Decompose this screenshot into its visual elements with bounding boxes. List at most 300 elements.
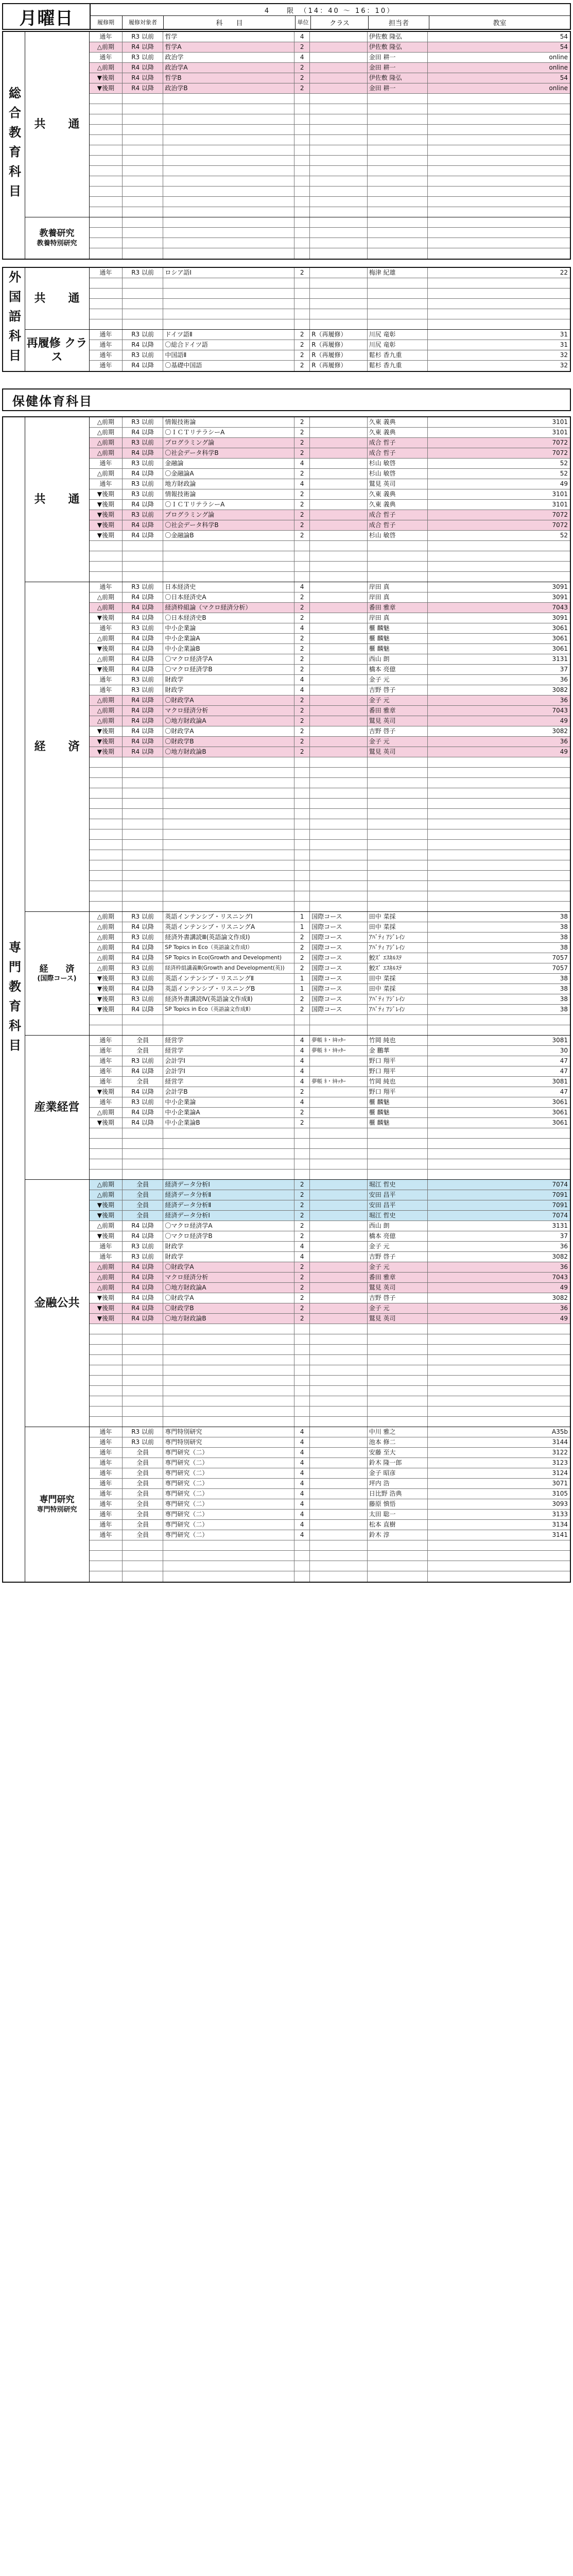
subject-cell: 専門特別研究 bbox=[163, 1427, 294, 1437]
teacher-cell: 藤原 慎悟 bbox=[368, 1499, 428, 1509]
target-cell: 全員 bbox=[123, 1077, 164, 1087]
course-row bbox=[90, 1221, 570, 1231]
subject-cell: 〇財政学B bbox=[163, 1303, 294, 1313]
group-name: 経 済 bbox=[34, 740, 80, 753]
subject-cell: 専門研究（二） bbox=[163, 1458, 294, 1468]
course-row bbox=[90, 520, 570, 531]
group-note: 専門特別研究 bbox=[37, 1505, 77, 1514]
term-cell: 通年 bbox=[90, 1468, 123, 1478]
class-cell bbox=[310, 1273, 368, 1282]
subject-cell: 専門研究（二） bbox=[163, 1448, 294, 1458]
teacher-cell bbox=[368, 562, 428, 571]
room-cell: 38 bbox=[560, 934, 568, 941]
teacher-cell: 田中 菜採 bbox=[368, 984, 428, 994]
credits-cell bbox=[294, 1406, 310, 1416]
term-cell: △前期 bbox=[90, 1180, 123, 1190]
room-cell: 3124 bbox=[552, 1469, 568, 1477]
teacher-cell bbox=[368, 1365, 428, 1375]
subject-cell bbox=[163, 114, 294, 124]
target-cell: 全員 bbox=[123, 1180, 164, 1190]
class-cell: R（再履修） bbox=[310, 361, 368, 371]
target-cell bbox=[123, 881, 164, 891]
class-cell bbox=[310, 1056, 368, 1066]
credits-cell bbox=[294, 572, 310, 582]
class-cell bbox=[310, 1118, 368, 1128]
class-cell bbox=[310, 1468, 368, 1478]
subject-cell: 経済データ分析Ⅱ bbox=[163, 1190, 294, 1200]
target-cell: R3 以前 bbox=[123, 933, 164, 942]
class-cell bbox=[310, 1437, 368, 1447]
room-cell: 36 bbox=[560, 1263, 568, 1270]
room-cell: 3061 bbox=[552, 1098, 568, 1106]
credits-cell: 4 bbox=[294, 1530, 310, 1540]
class-cell bbox=[310, 187, 368, 196]
credits-cell bbox=[294, 829, 310, 839]
subject-cell: 経済枠組講義Ⅲ(Growth and Development(英)) bbox=[163, 963, 294, 973]
credits-cell bbox=[294, 1365, 310, 1375]
course-row bbox=[90, 1066, 570, 1077]
target-cell: R4 以降 bbox=[123, 953, 164, 963]
term-cell bbox=[90, 1139, 123, 1148]
class-cell: 国際コース bbox=[310, 974, 368, 984]
subject-cell bbox=[163, 299, 294, 309]
term-cell bbox=[90, 850, 123, 860]
target-cell bbox=[123, 1540, 164, 1550]
class-cell bbox=[310, 1180, 368, 1190]
room-cell: 49 bbox=[560, 717, 568, 724]
target-cell bbox=[123, 1396, 164, 1406]
term-cell bbox=[90, 1149, 123, 1159]
term-cell bbox=[90, 871, 123, 880]
class-cell bbox=[310, 726, 368, 736]
empty-row bbox=[90, 1015, 570, 1025]
group-rows bbox=[90, 582, 570, 912]
class-cell bbox=[310, 1149, 368, 1159]
subject-cell: 中国語Ⅱ bbox=[163, 350, 294, 360]
term-cell: ▼後期 bbox=[90, 644, 123, 654]
target-cell: R3 以前 bbox=[123, 32, 164, 42]
group-rows bbox=[90, 268, 570, 330]
teacher-cell bbox=[368, 1139, 428, 1148]
credits-cell bbox=[294, 187, 310, 196]
credits-cell bbox=[294, 551, 310, 561]
room-cell bbox=[428, 1386, 570, 1396]
group-rows bbox=[90, 912, 570, 1036]
credits-cell bbox=[294, 1417, 310, 1427]
empty-row bbox=[90, 768, 570, 778]
class-cell bbox=[310, 207, 368, 217]
subject-cell: 英語インテンシブ・リスニングB bbox=[163, 984, 294, 994]
target-cell: R3 以前 bbox=[123, 350, 164, 360]
empty-row bbox=[90, 1540, 570, 1551]
course-row bbox=[90, 1427, 570, 1437]
subject-cell: 中小企業論A bbox=[163, 1108, 294, 1117]
class-cell bbox=[310, 417, 368, 427]
target-cell bbox=[123, 145, 164, 155]
period-label: 4 限 （14：40 ～ 16：10） bbox=[90, 4, 570, 16]
course-row bbox=[90, 1046, 570, 1056]
teacher-cell: 田中 菜採 bbox=[368, 974, 428, 984]
class-cell bbox=[310, 1252, 368, 1262]
target-cell bbox=[123, 541, 164, 551]
subject-cell: 〇ＩＣＴリテラシーA bbox=[163, 500, 294, 510]
target-cell bbox=[123, 1355, 164, 1365]
teacher-cell: 伊佐敷 隆弘 bbox=[368, 73, 428, 83]
course-row bbox=[90, 1087, 570, 1097]
class-cell bbox=[310, 114, 368, 124]
course-row bbox=[90, 1108, 570, 1118]
empty-row bbox=[90, 217, 570, 228]
course-row bbox=[90, 953, 570, 963]
target-cell: R3 以前 bbox=[123, 1427, 164, 1437]
credits-cell: 2 bbox=[294, 1293, 310, 1303]
term-cell bbox=[90, 309, 123, 319]
teacher-cell: 安田 昌平 bbox=[368, 1190, 428, 1200]
empty-row bbox=[90, 819, 570, 829]
term-cell: △前期 bbox=[90, 469, 123, 479]
room-cell: A35b bbox=[551, 1428, 568, 1435]
course-row bbox=[90, 933, 570, 943]
subject-cell bbox=[163, 1324, 294, 1334]
teacher-cell: 成合 哲子 bbox=[368, 510, 428, 520]
class-cell bbox=[310, 829, 368, 839]
empty-row bbox=[90, 860, 570, 871]
term-cell bbox=[90, 1376, 123, 1385]
teacher-cell bbox=[368, 114, 428, 124]
term-cell: ▼後期 bbox=[90, 1005, 123, 1014]
target-cell: R4 以降 bbox=[123, 1314, 164, 1324]
target-cell bbox=[123, 1345, 164, 1354]
subject-cell bbox=[163, 1345, 294, 1354]
target-cell: R3 以前 bbox=[123, 1056, 164, 1066]
target-cell bbox=[123, 768, 164, 777]
course-row bbox=[90, 32, 570, 42]
class-cell bbox=[310, 809, 368, 819]
target-cell: R4 以降 bbox=[123, 922, 164, 932]
subject-cell: 哲学B bbox=[163, 73, 294, 83]
credits-cell: 2 bbox=[294, 1118, 310, 1128]
class-cell bbox=[310, 1376, 368, 1385]
credits-cell bbox=[294, 135, 310, 145]
credits-cell: 2 bbox=[294, 1211, 310, 1221]
teacher-cell: 金田 耕一 bbox=[368, 63, 428, 73]
room-cell bbox=[428, 850, 570, 860]
teacher-cell: 金子 元 bbox=[368, 1303, 428, 1313]
term-cell bbox=[90, 94, 123, 104]
empty-row bbox=[90, 1406, 570, 1417]
credits-cell bbox=[294, 114, 310, 124]
target-cell: 全員 bbox=[123, 1520, 164, 1530]
teacher-cell: 野口 翔平 bbox=[368, 1066, 428, 1076]
course-row bbox=[90, 963, 570, 974]
target-cell: R3 以前 bbox=[123, 912, 164, 922]
subject-cell bbox=[163, 228, 294, 238]
credits-cell bbox=[294, 1015, 310, 1025]
class-cell bbox=[310, 319, 368, 329]
subject-cell bbox=[163, 809, 294, 819]
teacher-cell: 野口 翔平 bbox=[368, 1087, 428, 1097]
room-cell bbox=[428, 1365, 570, 1375]
course-row bbox=[90, 63, 570, 73]
course-row bbox=[90, 1180, 570, 1190]
room-cell bbox=[428, 562, 570, 571]
empty-row bbox=[90, 850, 570, 860]
class-cell bbox=[310, 860, 368, 870]
credits-cell bbox=[294, 228, 310, 238]
target-cell: 全員 bbox=[123, 1190, 164, 1200]
room-cell bbox=[428, 217, 570, 227]
credits-cell: 4 bbox=[294, 1499, 310, 1509]
target-cell bbox=[123, 788, 164, 798]
term-cell: ▼後期 bbox=[90, 984, 123, 994]
term-cell: ▼後期 bbox=[90, 726, 123, 736]
teacher-cell: 鷲見 英司 bbox=[368, 1314, 428, 1324]
category-label: 専門教育科目 bbox=[3, 417, 25, 1582]
target-cell bbox=[123, 248, 164, 259]
credits-cell: 2 bbox=[294, 361, 310, 371]
course-row bbox=[90, 1293, 570, 1303]
term-cell bbox=[90, 1551, 123, 1561]
room-cell: 38 bbox=[560, 923, 568, 930]
class-cell bbox=[310, 53, 368, 62]
teacher-cell: 岸田 真 bbox=[368, 582, 428, 592]
credits-cell: 2 bbox=[294, 268, 310, 278]
target-cell: R4 以降 bbox=[123, 1087, 164, 1097]
target-cell: 全員 bbox=[123, 1468, 164, 1478]
target-cell bbox=[123, 228, 164, 238]
room-cell bbox=[428, 166, 570, 176]
credits-cell bbox=[294, 871, 310, 880]
subject-cell bbox=[163, 902, 294, 911]
teacher-cell bbox=[368, 799, 428, 808]
course-row bbox=[90, 592, 570, 603]
class-cell bbox=[310, 1231, 368, 1241]
room-cell: 36 bbox=[560, 738, 568, 745]
subject-cell bbox=[163, 1128, 294, 1138]
room-cell: 47 bbox=[560, 1057, 568, 1064]
subject-cell: 会計学Ⅰ bbox=[163, 1056, 294, 1066]
term-cell: ▼後期 bbox=[90, 1118, 123, 1128]
target-cell: R4 以降 bbox=[123, 448, 164, 458]
group-rows bbox=[90, 32, 570, 217]
term-cell: 通年 bbox=[90, 1046, 123, 1056]
term-cell: △前期 bbox=[90, 592, 123, 602]
credits-cell: 2 bbox=[294, 943, 310, 953]
room-cell bbox=[428, 840, 570, 850]
room-cell bbox=[428, 299, 570, 309]
target-cell: R4 以降 bbox=[123, 83, 164, 93]
room-cell bbox=[428, 1345, 570, 1354]
room-cell: 22 bbox=[560, 269, 568, 276]
credits-cell bbox=[294, 1170, 310, 1179]
term-cell: 通年 bbox=[90, 1520, 123, 1530]
teacher-cell: 岸田 真 bbox=[368, 613, 428, 623]
group-label bbox=[25, 417, 90, 582]
class-cell bbox=[310, 32, 368, 42]
subject-cell bbox=[163, 309, 294, 319]
empty-row bbox=[90, 278, 570, 289]
room-cell: 3101 bbox=[552, 501, 568, 508]
credits-cell bbox=[294, 278, 310, 288]
teacher-cell bbox=[368, 871, 428, 880]
term-cell: △前期 bbox=[90, 634, 123, 643]
credits-cell bbox=[294, 757, 310, 767]
course-row bbox=[90, 73, 570, 83]
teacher-cell bbox=[368, 125, 428, 134]
teacher-cell bbox=[368, 104, 428, 114]
class-cell bbox=[310, 197, 368, 207]
term-cell bbox=[90, 1015, 123, 1025]
target-cell: R3 以前 bbox=[123, 675, 164, 685]
room-cell: 38 bbox=[560, 1006, 568, 1013]
target-cell: R3 以前 bbox=[123, 489, 164, 499]
target-cell: R4 以降 bbox=[123, 1303, 164, 1313]
class-cell bbox=[310, 1066, 368, 1076]
room-cell: 3091 bbox=[552, 583, 568, 590]
subject-cell: 中小企業論 bbox=[163, 1097, 294, 1107]
course-row bbox=[90, 1489, 570, 1499]
subject-cell: 日本経済史 bbox=[163, 582, 294, 592]
section-0 bbox=[2, 31, 571, 260]
teacher-cell: 金子 元 bbox=[368, 696, 428, 705]
col-subject: 科 目 bbox=[164, 15, 296, 29]
empty-row bbox=[90, 1159, 570, 1170]
room-cell: 7043 bbox=[552, 604, 568, 611]
credits-cell: 2 bbox=[294, 42, 310, 52]
class-cell bbox=[310, 1087, 368, 1097]
empty-row bbox=[90, 840, 570, 850]
term-cell: 通年 bbox=[90, 685, 123, 695]
room-cell bbox=[428, 278, 570, 288]
teacher-cell: 久東 義典 bbox=[368, 489, 428, 499]
teacher-cell bbox=[368, 1334, 428, 1344]
target-cell bbox=[123, 860, 164, 870]
room-cell bbox=[428, 881, 570, 891]
target-cell bbox=[123, 309, 164, 319]
target-cell: R3 以前 bbox=[123, 582, 164, 592]
teacher-cell bbox=[368, 197, 428, 207]
credits-cell: 4 bbox=[294, 1066, 310, 1076]
teacher-cell: 松本 直樹 bbox=[368, 1520, 428, 1530]
teacher-cell bbox=[368, 1376, 428, 1385]
room-cell bbox=[428, 1406, 570, 1416]
room-cell bbox=[428, 788, 570, 798]
course-row bbox=[90, 912, 570, 922]
course-row bbox=[90, 1252, 570, 1262]
teacher-cell: 番田 雅章 bbox=[368, 603, 428, 613]
class-cell: 国際コース bbox=[310, 984, 368, 994]
teacher-cell bbox=[368, 768, 428, 777]
credits-cell: 1 bbox=[294, 922, 310, 932]
term-cell: 通年 bbox=[90, 582, 123, 592]
term-cell: ▼後期 bbox=[90, 1303, 123, 1313]
term-cell bbox=[90, 1334, 123, 1344]
empty-row bbox=[90, 1149, 570, 1159]
term-cell: 通年 bbox=[90, 53, 123, 62]
credits-cell bbox=[294, 1551, 310, 1561]
target-cell bbox=[123, 840, 164, 850]
class-cell bbox=[310, 1324, 368, 1334]
subject-cell bbox=[163, 104, 294, 114]
group-label bbox=[25, 32, 90, 217]
term-cell bbox=[90, 1128, 123, 1138]
empty-row bbox=[90, 187, 570, 197]
target-cell: R3 以前 bbox=[123, 53, 164, 62]
class-cell bbox=[310, 1510, 368, 1519]
term-cell: △前期 bbox=[90, 912, 123, 922]
class-cell bbox=[310, 788, 368, 798]
target-cell bbox=[123, 156, 164, 165]
class-cell: 国際コース bbox=[310, 912, 368, 922]
room-cell bbox=[428, 829, 570, 839]
class-cell bbox=[310, 603, 368, 613]
course-row bbox=[90, 675, 570, 685]
course-row bbox=[90, 706, 570, 716]
credits-cell: 2 bbox=[294, 489, 310, 499]
teacher-cell: 鷲見 英司 bbox=[368, 747, 428, 757]
target-cell: R3 以前 bbox=[123, 510, 164, 520]
term-cell: ▼後期 bbox=[90, 520, 123, 530]
target-cell bbox=[123, 1025, 164, 1035]
term-cell bbox=[90, 1365, 123, 1375]
teacher-cell: 安藤 至大 bbox=[368, 1448, 428, 1458]
target-cell: R4 以降 bbox=[123, 1221, 164, 1231]
room-cell bbox=[428, 197, 570, 207]
target-cell: R4 以降 bbox=[123, 592, 164, 602]
credits-cell: 4 bbox=[294, 1252, 310, 1262]
target-cell: R3 以前 bbox=[123, 1252, 164, 1262]
room-cell: 3091 bbox=[552, 594, 568, 601]
credits-cell: 2 bbox=[294, 340, 310, 350]
teacher-cell bbox=[368, 1324, 428, 1334]
teacher-cell bbox=[368, 299, 428, 309]
course-row bbox=[90, 613, 570, 623]
credits-cell: 4 bbox=[294, 582, 310, 592]
class-cell bbox=[310, 1015, 368, 1025]
teacher-cell: 吉野 啓子 bbox=[368, 685, 428, 695]
empty-row bbox=[90, 809, 570, 819]
subject-cell: マクロ経済分析 bbox=[163, 1273, 294, 1282]
teacher-cell: 久東 義典 bbox=[368, 428, 428, 437]
term-cell bbox=[90, 1170, 123, 1179]
target-cell bbox=[123, 562, 164, 571]
target-cell bbox=[123, 850, 164, 860]
target-cell: R4 以降 bbox=[123, 654, 164, 664]
target-cell bbox=[123, 135, 164, 145]
room-cell: 3123 bbox=[552, 1459, 568, 1466]
target-cell: 全員 bbox=[123, 1200, 164, 1210]
col-teacher: 担当者 bbox=[369, 15, 429, 29]
teacher-cell: 堀江 哲史 bbox=[368, 1211, 428, 1221]
room-cell: 3133 bbox=[552, 1511, 568, 1518]
course-row bbox=[90, 1458, 570, 1468]
target-cell: 全員 bbox=[123, 1046, 164, 1056]
subject-cell: 経済外書講読Ⅳ(英語論文作成Ⅱ) bbox=[163, 994, 294, 1004]
target-cell: R4 以降 bbox=[123, 428, 164, 437]
subject-cell: プログラミング論 bbox=[163, 438, 294, 448]
credits-cell: 2 bbox=[294, 73, 310, 83]
term-cell: △前期 bbox=[90, 603, 123, 613]
credits-cell: 4 bbox=[294, 1036, 310, 1045]
term-cell bbox=[90, 114, 123, 124]
subject-cell bbox=[163, 156, 294, 165]
credits-cell bbox=[294, 319, 310, 329]
term-cell bbox=[90, 860, 123, 870]
teacher-cell bbox=[368, 1025, 428, 1035]
credits-cell: 4 bbox=[294, 32, 310, 42]
credits-cell: 4 bbox=[294, 53, 310, 62]
class-cell bbox=[310, 1242, 368, 1251]
